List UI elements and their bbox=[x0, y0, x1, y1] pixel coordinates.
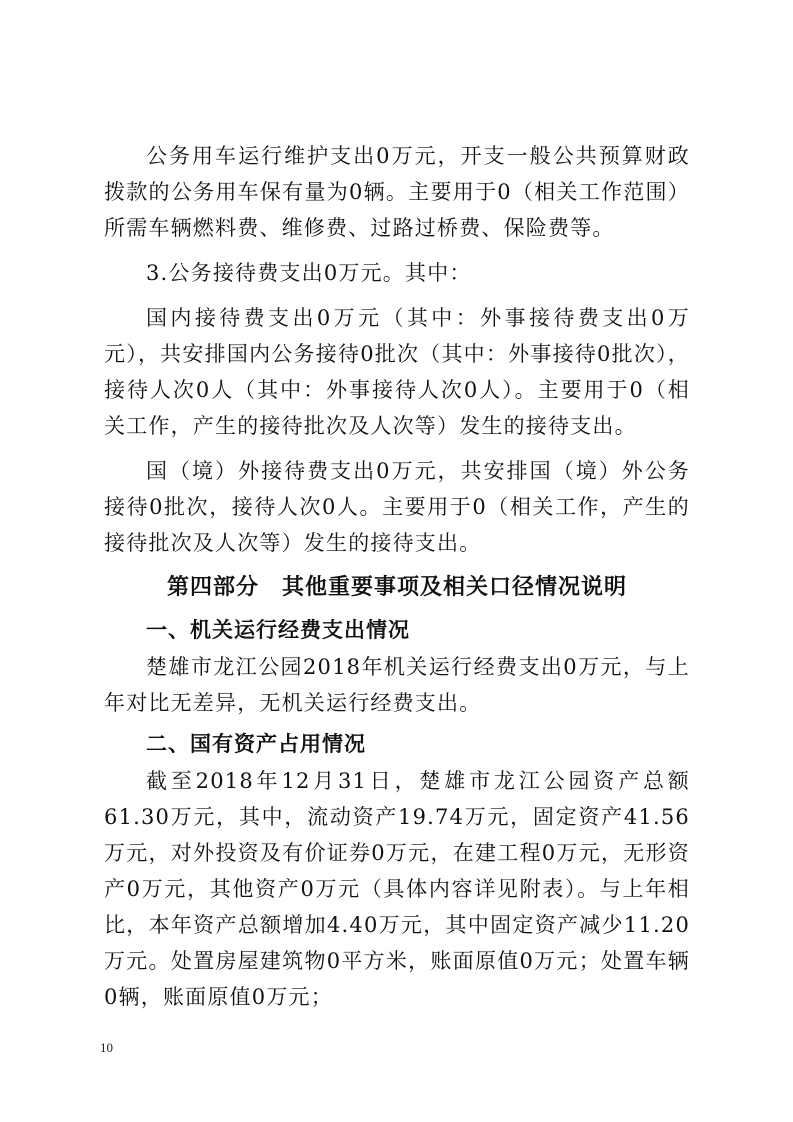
part-title: 第四部分 其他重要事项及相关口径情况说明 bbox=[166, 575, 627, 600]
paragraph-domestic-reception: 国内接待费支出0万元（其中：外事接待费支出0万元），共安排国内公务接待0批次（其中：外事接待0批次），接待人次0人（其中：外事接待人次0人）。主要用于0（相关工作，产生的接待批次及人次等）发生的接待支出。 bbox=[104, 306, 690, 438]
page-body bbox=[104, 138, 690, 1015]
paragraph-foreign-reception: 国（境）外接待费支出0万元，共安排国（境）外公务接待0批次，接待人次0人。主要用于0（相关工作，产生的接待批次及人次等）发生的接待支出。 bbox=[104, 459, 690, 555]
paragraph-vehicle-maintenance: 公务用车运行维护支出0万元，开支一般公共预算财政拨款的公务用车保有量为0辆。主要用于0（相关工作范围）所需车辆燃料费、维修费、过路过桥费、保险费等。 bbox=[104, 144, 690, 240]
page-number: 10 bbox=[100, 1040, 113, 1055]
paragraph-reception-heading: 3.公务接待费支出0万元。其中： bbox=[146, 261, 472, 285]
paragraph-state-assets: 截至2018年12月31日，楚雄市龙江公园资产总额61.30万元，其中，流动资产19.74万元，固定资产41.56万元，对外投资及有价证券0万元，在建工程0万元，无形资产0万元，其他资产0万元（具体内容详见附表）。与上年相比，本年资产总额增加4.40万元，其中固定资产减少11.20万元。处置房屋建筑物0平方米，账面原值0万元；处置车辆0辆，账面原值0万元； bbox=[104, 769, 690, 1009]
paragraph-operating-expenses: 楚雄市龙江公园2018年机关运行经费支出0万元，与上年对比无差异，无机关运行经费支出。 bbox=[104, 655, 690, 715]
section-heading-operating-expenses: 一、机关运行经费支出情况 bbox=[146, 618, 410, 642]
section-heading-state-assets: 二、国有资产占用情况 bbox=[146, 732, 366, 756]
